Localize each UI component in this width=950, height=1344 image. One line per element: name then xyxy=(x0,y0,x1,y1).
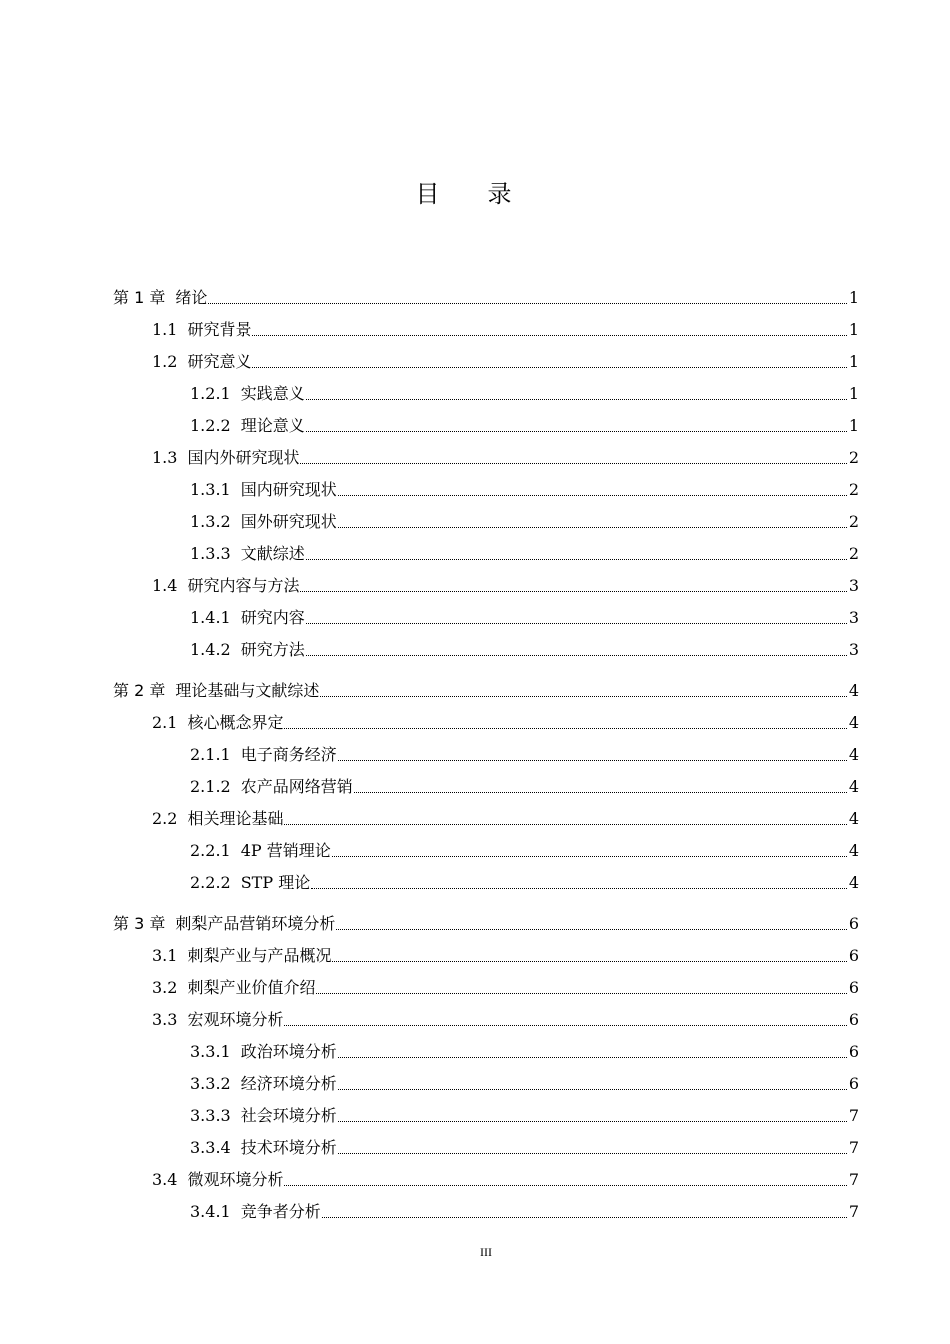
toc-dot-leader xyxy=(306,559,847,560)
toc-entry[interactable] xyxy=(0,1198,950,1226)
toc-entry-number: 2.1.1 xyxy=(190,745,231,764)
toc-entry[interactable] xyxy=(0,476,950,504)
page-title: 目录 xyxy=(415,180,560,208)
toc-dot-leader xyxy=(300,463,846,464)
toc-entry-page-number: 4 xyxy=(848,713,859,732)
toc-entry-page-number: 2 xyxy=(848,448,859,467)
toc-dot-leader xyxy=(300,591,846,592)
toc-entry-number: 3.2 xyxy=(152,978,178,997)
toc-entry-label xyxy=(152,448,300,468)
toc-dot-leader xyxy=(320,696,846,697)
toc-entry-text: 研究意义 xyxy=(187,352,252,371)
toc-entry-label xyxy=(113,288,208,308)
toc-entry-number: 第 3 章 xyxy=(113,914,166,933)
toc-entry-page-number: 4 xyxy=(848,873,859,892)
toc-entry-number: 3.3.2 xyxy=(190,1074,231,1093)
toc-entry-number: 1.2 xyxy=(152,352,178,371)
toc-entry-number: 1.4 xyxy=(152,576,178,595)
toc-entry-label xyxy=(190,745,338,765)
toc-entry-label xyxy=(190,777,354,797)
toc-dot-leader xyxy=(338,1089,847,1090)
toc-entry[interactable] xyxy=(0,837,950,865)
toc-entry-text: 微观环境分析 xyxy=(187,1170,284,1189)
toc-entry-line xyxy=(190,745,859,765)
toc-entry-label xyxy=(190,480,338,500)
toc-entry[interactable] xyxy=(0,773,950,801)
toc-entry-line xyxy=(190,1138,859,1158)
toc-entry-number: 2.2 xyxy=(152,809,178,828)
toc-entry-label xyxy=(152,946,332,966)
toc-entry-label xyxy=(190,608,306,628)
toc-dot-leader xyxy=(336,929,846,930)
toc-entry-line xyxy=(190,873,859,893)
toc-dot-leader xyxy=(338,527,847,528)
toc-entry-page-number: 7 xyxy=(848,1170,859,1189)
toc-entry-text: 电子商务经济 xyxy=(240,745,337,764)
toc-entry-line xyxy=(152,320,859,340)
toc-entry-line xyxy=(190,841,859,861)
toc-entry-label xyxy=(152,576,300,596)
toc-entry-number: 第 2 章 xyxy=(113,681,166,700)
toc-entry-line xyxy=(152,1010,859,1030)
toc-entry-label xyxy=(190,384,306,404)
toc-entry-line xyxy=(190,416,859,436)
toc-entry-text: 国内外研究现状 xyxy=(187,448,300,467)
toc-entry-page-number: 6 xyxy=(848,978,859,997)
toc-entry-line xyxy=(190,1202,859,1222)
toc-entry-line xyxy=(190,384,859,404)
toc-entry-label xyxy=(152,320,252,340)
toc-entry-label xyxy=(152,1010,284,1030)
toc-entry-page-number: 1 xyxy=(848,320,859,339)
toc-entry-line xyxy=(190,480,859,500)
toc-entry-page-number: 6 xyxy=(848,1074,859,1093)
toc-dot-leader xyxy=(354,792,847,793)
toc-entry-label xyxy=(190,1202,322,1222)
toc-entry[interactable] xyxy=(0,444,950,472)
toc-entry-line xyxy=(113,914,859,934)
toc-entry-number: 3.3.3 xyxy=(190,1106,231,1125)
toc-entry-page-number: 6 xyxy=(848,1042,859,1061)
toc-entry-text: 技术环境分析 xyxy=(240,1138,337,1157)
toc-entry-number: 1.4.2 xyxy=(190,640,231,659)
toc-entry-label xyxy=(113,681,320,701)
toc-entry-label xyxy=(152,713,284,733)
toc-entry-label xyxy=(190,512,338,532)
toc-entry-text: 实践意义 xyxy=(240,384,305,403)
toc-entry-label xyxy=(190,640,306,660)
toc-entry-line xyxy=(113,288,859,308)
toc-dot-leader xyxy=(284,1185,846,1186)
toc-entry[interactable] xyxy=(0,1166,950,1194)
toc-entry-number: 1.3.3 xyxy=(190,544,231,563)
toc-entry-page-number: 3 xyxy=(848,608,859,627)
toc-entry-text: 经济环境分析 xyxy=(240,1074,337,1093)
toc-entry-number: 1.2.2 xyxy=(190,416,231,435)
toc-entry-page-number: 4 xyxy=(848,809,859,828)
toc-entry-number: 1.4.1 xyxy=(190,608,231,627)
toc-dot-leader xyxy=(252,335,846,336)
toc-entry-page-number: 4 xyxy=(848,681,859,700)
toc-entry-page-number: 4 xyxy=(848,841,859,860)
toc-entry-text: 政治环境分析 xyxy=(240,1042,337,1061)
toc-entry-line xyxy=(152,448,859,468)
toc-entry[interactable] xyxy=(0,540,950,568)
toc-entry[interactable] xyxy=(0,741,950,769)
toc-dot-leader xyxy=(306,623,847,624)
toc-entry-line xyxy=(190,1042,859,1062)
toc-entry-number: 3.3.4 xyxy=(190,1138,231,1157)
toc-entry-label xyxy=(190,544,306,564)
toc-entry-line xyxy=(152,946,859,966)
toc-entry-text: 理论意义 xyxy=(240,416,305,435)
toc-dot-leader xyxy=(338,1121,847,1122)
toc-entry-text: 国内研究现状 xyxy=(240,480,337,499)
toc-entry-text: 理论基础与文献综述 xyxy=(175,681,320,700)
toc-entry-number: 2.1 xyxy=(152,713,178,732)
toc-dot-leader xyxy=(306,431,847,432)
toc-entry-page-number: 6 xyxy=(848,946,859,965)
toc-entry[interactable] xyxy=(0,316,950,344)
toc-dot-leader xyxy=(252,367,846,368)
toc-entry-text: 农产品网络营销 xyxy=(240,777,353,796)
toc-entry-text: 国外研究现状 xyxy=(240,512,337,531)
toc-entry-line xyxy=(152,978,859,998)
toc-entry[interactable] xyxy=(0,942,950,970)
toc-entry-page-number: 3 xyxy=(848,640,859,659)
toc-entry-label xyxy=(190,1042,338,1062)
toc-entry-page-number: 2 xyxy=(848,480,859,499)
toc-dot-leader xyxy=(311,888,847,889)
toc-entry-label xyxy=(152,978,316,998)
toc-entry-line xyxy=(152,1170,859,1190)
toc-entry-line xyxy=(190,777,859,797)
toc-entry-text: 宏观环境分析 xyxy=(187,1010,284,1029)
toc-entry-line xyxy=(190,544,859,564)
toc-entry-text: STP 理论 xyxy=(240,873,311,892)
toc-entry[interactable] xyxy=(0,1102,950,1130)
toc-entry-page-number: 7 xyxy=(848,1202,859,1221)
toc-entry-page-number: 1 xyxy=(848,352,859,371)
toc-entry[interactable] xyxy=(0,974,950,1002)
toc-entry[interactable] xyxy=(0,284,950,312)
toc-entry[interactable] xyxy=(0,805,950,833)
toc-entry-number: 1.1 xyxy=(152,320,178,339)
toc-entry-label xyxy=(190,841,332,861)
toc-entry[interactable] xyxy=(0,1070,950,1098)
toc-entry-number: 3.3 xyxy=(152,1010,178,1029)
toc-entry-label xyxy=(190,873,311,893)
toc-entry-text: 社会环境分析 xyxy=(240,1106,337,1125)
toc-dot-leader xyxy=(338,1057,847,1058)
toc-entry[interactable] xyxy=(0,380,950,408)
toc-entry-text: 相关理论基础 xyxy=(187,809,284,828)
toc-entry-line xyxy=(190,608,859,628)
toc-entry-label xyxy=(190,416,306,436)
toc-dot-leader xyxy=(338,495,847,496)
toc-entry-text: 绪论 xyxy=(175,288,208,307)
toc-entry-line xyxy=(152,809,859,829)
toc-entry-number: 1.3.1 xyxy=(190,480,231,499)
toc-entry-line xyxy=(152,713,859,733)
toc-entry-line xyxy=(190,640,859,660)
toc-entry-text: 竞争者分析 xyxy=(240,1202,321,1221)
toc-entry-text: 刺梨产业与产品概况 xyxy=(187,946,332,965)
toc-entry-line xyxy=(190,512,859,532)
toc-entry-page-number: 4 xyxy=(848,745,859,764)
toc-entry-number: 3.4.1 xyxy=(190,1202,231,1221)
toc-entry-page-number: 7 xyxy=(848,1138,859,1157)
toc-entry-page-number: 2 xyxy=(848,544,859,563)
toc-entry-label xyxy=(152,809,284,829)
toc-entry-line xyxy=(190,1106,859,1126)
toc-entry-text: 研究背景 xyxy=(187,320,252,339)
toc-entry[interactable] xyxy=(0,604,950,632)
toc-dot-leader xyxy=(306,655,847,656)
toc-entry-number: 1.3.2 xyxy=(190,512,231,531)
toc-entry[interactable] xyxy=(0,636,950,664)
toc-dot-leader xyxy=(208,303,846,304)
toc-entry[interactable] xyxy=(0,677,950,705)
toc-entry-line xyxy=(190,1074,859,1094)
toc-entry-label xyxy=(190,1106,338,1126)
toc-entry-text: 刺梨产品营销环境分析 xyxy=(175,914,336,933)
toc-entry[interactable] xyxy=(0,1006,950,1034)
toc-entry-text: 文献综述 xyxy=(240,544,305,563)
toc-dot-leader xyxy=(316,993,846,994)
toc-entry-line xyxy=(152,352,859,372)
toc-entry[interactable] xyxy=(0,572,950,600)
toc-entry[interactable] xyxy=(0,709,950,737)
toc-entry-text: 刺梨产业价值介绍 xyxy=(187,978,316,997)
toc-entry-number: 2.2.2 xyxy=(190,873,231,892)
toc-entry-page-number: 7 xyxy=(848,1106,859,1125)
toc-entry-label xyxy=(113,914,336,934)
toc-entry-page-number: 1 xyxy=(848,416,859,435)
toc-dot-leader xyxy=(284,728,846,729)
toc-entry-page-number: 1 xyxy=(848,384,859,403)
toc-entry-number: 1.3 xyxy=(152,448,178,467)
toc-entry-line xyxy=(113,681,859,701)
toc-entry[interactable] xyxy=(0,508,950,536)
toc-entry-page-number: 6 xyxy=(848,1010,859,1029)
toc-entry-number: 3.3.1 xyxy=(190,1042,231,1061)
toc-entry[interactable] xyxy=(0,910,950,938)
toc-dot-leader xyxy=(284,824,846,825)
toc-dot-leader xyxy=(332,856,847,857)
toc-entry[interactable] xyxy=(0,1134,950,1162)
toc-dot-leader xyxy=(284,1025,846,1026)
toc-entry-page-number: 2 xyxy=(848,512,859,531)
toc-dot-leader xyxy=(322,1217,847,1218)
toc-dot-leader xyxy=(332,961,846,962)
toc-entry-label xyxy=(190,1074,338,1094)
toc-entry[interactable] xyxy=(0,348,950,376)
toc-entry-page-number: 6 xyxy=(848,914,859,933)
toc-dot-leader xyxy=(338,1153,847,1154)
toc-entry-text: 研究内容 xyxy=(240,608,305,627)
toc-entry-text: 核心概念界定 xyxy=(187,713,284,732)
toc-entry-page-number: 3 xyxy=(848,576,859,595)
toc-entry-line xyxy=(152,576,859,596)
toc-entry-label xyxy=(190,1138,338,1158)
toc-entry[interactable] xyxy=(0,869,950,897)
toc-entry-number: 3.1 xyxy=(152,946,178,965)
toc-entry-text: 研究方法 xyxy=(240,640,305,659)
toc-entry-number: 1.2.1 xyxy=(190,384,231,403)
toc-entry-number: 2.1.2 xyxy=(190,777,231,796)
toc-entry[interactable] xyxy=(0,1038,950,1066)
page-number-footer: III xyxy=(480,1245,492,1259)
toc-entry-label xyxy=(152,352,252,372)
toc-dot-leader xyxy=(338,760,847,761)
toc-entry-page-number: 4 xyxy=(848,777,859,796)
toc-entry-number: 第 1 章 xyxy=(113,288,166,307)
toc-entry-label xyxy=(152,1170,284,1190)
toc-entry-number: 3.4 xyxy=(152,1170,178,1189)
toc-dot-leader xyxy=(306,399,847,400)
toc-entry[interactable] xyxy=(0,412,950,440)
toc-entry-text: 研究内容与方法 xyxy=(187,576,300,595)
toc-entry-number: 2.2.1 xyxy=(190,841,231,860)
toc-entry-page-number: 1 xyxy=(848,288,859,307)
toc-entry-text: 4P 营销理论 xyxy=(240,841,331,860)
